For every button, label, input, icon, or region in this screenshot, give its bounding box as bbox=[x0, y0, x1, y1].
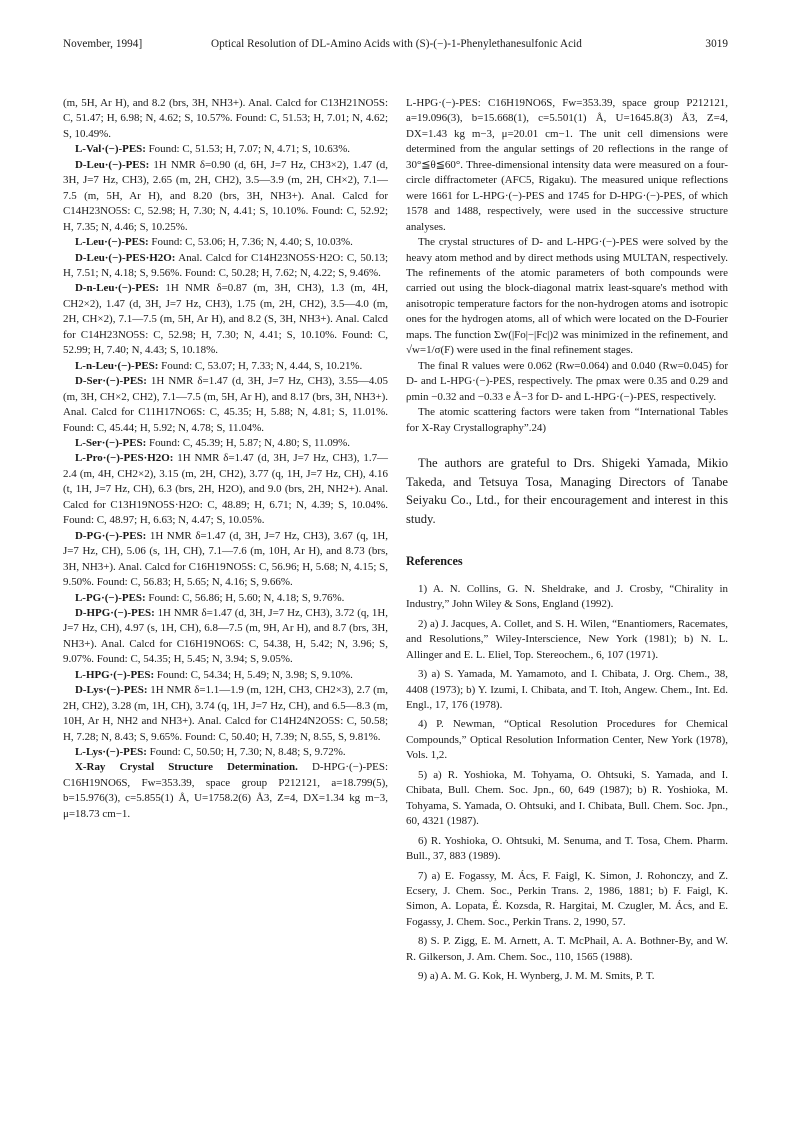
compound-entry bbox=[63, 591, 388, 606]
crystal-data-paragraph: L-HPG·(−)-PES: C16H19NO6S, Fw=353.39, space group P212121, a=19.096(3), b=15.668(1), c=5.501(1) Å, U=1645.8(3) Å3, Z=4, DX=1.43 kg m−3, μ=20.01 cm−1. The unit cell dimensions were determined from the angular settings of 20 reflections in the range of 30°≦θ≦60°. Three-dimensional intensity data were measured on a four-circle diffractometer (AFC5, Rigaku). The measured unique reflections were 1661 for L-HPG·(−)-PES and 1745 for D-HPG·(−)-PES, of which 1578 and 1488, respectively, were used in the successive structure analyses. bbox=[406, 97, 728, 233]
structure-solution-paragraph: The crystal structures of D- and L-HPG·(−)-PES were solved by the heavy atom method and by direct methods using MULTAN, respectively. The refinements of the atomic parameters of both compounds were carried out using the block-diagonal matrix least-square's method with anisotropic temperature factors for the non-hydrogen atoms and isotropic ones for the hydrogen atoms, all of which were located on the D-Fourier maps. The function Σw(|Fo|−|Fc|)2 was minimized in the refinement, and √w=1/σ(F) were used in the final refinement stages. bbox=[406, 236, 728, 357]
compound-name: L-HPG·(−)-PES: bbox=[75, 668, 155, 681]
compound-entry bbox=[63, 745, 388, 760]
right-column bbox=[406, 96, 728, 989]
acknowledgement: The authors are grateful to Drs. Shigeki Yamada, Mikio Takeda, and Tetsuya Tosa, Managing Directors of Tanabe Seiyaku Co., Ltd., for their encouragement and interest in this study. bbox=[406, 455, 728, 526]
compound-data: Found: C, 45.39; H, 5.87; N, 4.80; S, 11.09%. bbox=[146, 436, 351, 449]
compound-data: 1H NMR δ=0.90 (d, 6H, J=7 Hz, CH3×2), 1.47 (d, 3H, J=7 Hz, CH3), 2.65 (m, 2H, CH2), 3.5—3.9 (m, 2H, CH×2), 7.1—7.5 (m, 5H, Ar H), and 8.20 (brs, 3H, NH3+). Anal. Calcd for C14H23NO5S: C, 52.98; H, 7.30; N, 4.41; S, 10.10%. Found: C, 52.92; H, 7.35; N, 4.46; S, 10.25%. bbox=[63, 158, 388, 233]
compound-entry bbox=[63, 251, 388, 282]
compound-data: 1H NMR δ=1.47 (d, 3H, J=7 Hz, CH3), 3.72 (q, 1H, J=7 Hz, CH), 4.97 (s, 1H, CH), 6.8—7.5 (m, 9H, Ar H), and 8.7 (brs, 3H, NH3+). Anal. Calcd for C16H19NO6S: C, 54.38, H, 5.42; N, 3.96; S, 9.07%. Found: C, 54.35; H, 5.45; N, 3.94; S, 9.05%. bbox=[63, 606, 388, 666]
compound-entry bbox=[63, 760, 388, 822]
compound-data: Found: C, 54.34; H, 5.49; N, 3.98; S, 9.10%. bbox=[154, 668, 353, 681]
compound-data: Found: C, 51.53; H, 7.07; N, 4.71; S, 10.63%. bbox=[145, 143, 351, 156]
reference-item: 2) a) J. Jacques, A. Collet, and S. H. Wilen, “Enantiomers, Racemates, and Resolutions,” Wiley-Interscience, New York (1981); b) N. L. Allinger and E. L. Eliel, Top. Stereochem., 6, 107 (1971). bbox=[406, 617, 728, 661]
compound-name: L-Pro·(−)-PES·H2O: bbox=[75, 452, 174, 465]
reference-item: 7) a) E. Fogassy, M. Ács, F. Faigl, K. Simon, J. Rohonczy, and Z. Ecsery, J. Chem. Soc., Perkin Trans. 2, 1986, 1881; b) F. Faigl, K. Simon, A. Lopata, É. Kozsda, R. Hargitai, M. Czugler, M. Ács, and E. Fogassy, J. Chem. Soc., Perkin Trans. 2, 1990, 57. bbox=[406, 869, 728, 928]
compound-entry bbox=[63, 142, 388, 157]
intro-paragraph: (m, 5H, Ar H), and 8.2 (brs, 3H, NH3+). Anal. Calcd for C13H21NO5S: C, 51.47; H, 6.98; N, 4.62; S, 10.57%. Found: C, 51.53; H, 7.01; N, 4.62; S, 10.49%. bbox=[63, 97, 388, 140]
compound-entry bbox=[63, 529, 388, 591]
r-values-paragraph: The final R values were 0.062 (Rw=0.064) and 0.040 (Rw=0.045) for D- and L-HPG·(−)-PES, respectively. The ρmax were 0.35 and 0.29 and ρmin −0.32 and −0.33 e Å−3 for D- and L-HPG·(−)-PES, respectively. bbox=[406, 359, 728, 403]
references-heading: References bbox=[406, 554, 463, 569]
issue-date: November, 1994] bbox=[63, 38, 143, 50]
reference-item: 6) R. Yoshioka, O. Ohtsuki, M. Senuma, and T. Tosa, Chem. Pharm. Bull., 37, 883 (1989). bbox=[406, 834, 728, 863]
compound-name: L-Val·(−)-PES: bbox=[75, 143, 146, 156]
compound-data: Found: C, 50.50; H, 7.30; N, 8.48; S, 9.72%. bbox=[146, 746, 346, 759]
compound-data: D-HPG·(−)-PES: C16H19NO6S, Fw=353.39, space group P212121, a=18.799(5), b=15.976(3), c=5.855(1) Å, U=1758.2(6) Å3, Z=4, DX=1.34 kg m−3, μ=18.73 cm−1. bbox=[63, 761, 388, 820]
compound-name: L-Lys·(−)-PES: bbox=[75, 746, 147, 759]
compound-name: D-PG·(−)-PES: bbox=[75, 529, 147, 542]
running-title: Optical Resolution of DL-Amino Acids with (S)-(−)-1-Phenylethanesulfonic Acid bbox=[211, 38, 582, 50]
compound-name: L-PG·(−)-PES: bbox=[75, 591, 146, 604]
compound-data: Found: C, 53.06; H, 7.36; N, 4.40; S, 10.03%. bbox=[148, 236, 353, 249]
references-list bbox=[406, 582, 728, 985]
compound-data: 1H NMR δ=1.1—1.9 (m, 12H, CH3, CH2×3), 2.7 (m, 2H, CH2), 3.28 (m, 1H, CH), 3.74 (q, 1H, J=7 Hz, CH), and 6.5—8.3 (m, 10H, Ar H, NH2 and NH3+). Anal. Calcd for C14H24N2O5S: C, 50.58; H, 7.28; N, 8.43; S, 9.65%. Found: C, 50.40; H, 7.39; N, 8.55, S, 9.81%. bbox=[63, 684, 388, 743]
compound-entry bbox=[63, 436, 388, 451]
compound-name: D-Lys·(−)-PES: bbox=[75, 684, 148, 697]
reference-item: 5) a) R. Yoshioka, M. Tohyama, O. Ohtsuki, S. Yamada, and I. Chibata, Bull. Chem. Soc. Jpn., 60, 649 (1987); b) R. Yoshioka, M. Tohyama, S. Yamada, O. Ohtsuki, and I. Chibata, Bull. Chem. Soc. Jpn., 60, 4321 (1987). bbox=[406, 768, 728, 828]
compound-entry bbox=[63, 235, 388, 250]
compound-data: 1H NMR δ=0.87 (m, 3H, CH3), 1.3 (m, 4H, CH2×2), 1.47 (d, 3H, J=7 Hz, CH3), 1.75 (m, 2H, CH2), 3.5—4.0 (m, 2H, CH×2), 7.1—7.5 (m, 5H, Ar H), and 8.2 (S, 3H, NH3+). Anal. Calcd for C14H23NO5S: C, 52.98; H, 7.30; N, 4.41; S, 10.10%. Found: C, 52.99; H, 7.40; N, 4.43; S, 10.18%. bbox=[63, 282, 388, 357]
page-number: 3019 bbox=[705, 38, 728, 50]
compound-entry bbox=[63, 281, 388, 358]
compound-name: D-Leu·(−)-PES: bbox=[75, 158, 150, 171]
compound-name: D-Ser·(−)-PES: bbox=[75, 375, 147, 388]
compound-data: Anal. Calcd for C14H23NO5S·H2O: C, 50.13; H, 7.51; N, 4.18; S, 9.56%. Found: C, 50.28; H, 7.62; N, 4.22; S, 9.46%. bbox=[63, 251, 388, 279]
compound-data: 1H NMR δ=1.47 (d, 3H, J=7 Hz, CH3), 3.55—4.05 (m, 3H, CH×2, CH2), 7.1—7.5 (m, 5H, Ar H), and 8.17 (brs, 3H, NH3+). Anal. Calcd for C11H17NO6S: C, 45.35; H, 5.88; N, 4.81; S, 11.01%. Found: C, 45.44; H, 5.92; N, 4.78; S, 11.04%. bbox=[63, 375, 388, 434]
compound-entry bbox=[63, 158, 388, 235]
compound-entry bbox=[63, 668, 388, 683]
compound-data: 1H NMR δ=1.47 (d, 3H, J=7 Hz, CH3), 1.7—2.4 (m, 4H, CH2×2), 3.15 (m, 2H, CH2), 3.77 (q, 1H, J=7 Hz, CH), 4.16 (t, 1H, J=7 Hz, CH), 6.3 (brs, 2H, H2O), and 9.0 (brs, 2H, NH2+). Anal. Calcd for C13H19NO5S·H2O: C, 48.89; H, 6.71; N, 4.39; S, 10.04%. Found: C, 48.97; H, 6.63; N, 4.47; S, 10.05%. bbox=[63, 452, 388, 527]
compound-data: 1H NMR δ=1.47 (d, 3H, J=7 Hz, CH3), 3.67 (q, 1H, J=7 Hz, CH), 5.06 (s, 1H, CH), 7.1—7.6 (m, 10H, Ar H), and 8.73 (brs, 3H, NH3+). Anal. Calcd for C16H19NO5S: C, 56.96; H, 5.68; N, 4.15; S, 9.50%. Found: C, 56.83; H, 5.65; N, 4.16; S, 9.66%. bbox=[63, 529, 388, 589]
reference-item: 3) a) S. Yamada, M. Yamamoto, and I. Chibata, J. Org. Chem., 38, 4408 (1973); b) Y. Izumi, I. Chibata, and T. Itoh, Angew. Chem., Int. Ed. Engl., 17, 176 (1978). bbox=[406, 668, 728, 711]
compound-name: L-Leu·(−)-PES: bbox=[75, 236, 149, 249]
compound-data: Found: C, 56.86; H, 5.60; N, 4.18; S, 9.76%. bbox=[145, 591, 345, 604]
compound-entry bbox=[63, 374, 388, 436]
compound-entries bbox=[63, 142, 388, 822]
compound-name: D-Leu·(−)-PES·H2O: bbox=[75, 251, 176, 264]
scattering-factors-paragraph: The atomic scattering factors were taken from “International Tables for X-Ray Crystallography”.24) bbox=[406, 406, 728, 434]
compound-entry bbox=[63, 683, 388, 745]
left-column bbox=[63, 96, 388, 822]
reference-item: 9) a) A. M. G. Kok, H. Wynberg, J. M. M. Smits, P. T. bbox=[418, 970, 655, 983]
compound-entry bbox=[63, 359, 388, 374]
compound-name: D-HPG·(−)-PES: bbox=[75, 606, 155, 619]
reference-item: 1) A. N. Collins, G. N. Sheldrake, and J. Crosby, “Chirality in Industry,” John Wiley & Sons, England (1992). bbox=[406, 582, 728, 611]
compound-name: L-n-Leu·(−)-PES: bbox=[75, 359, 159, 372]
compound-entry bbox=[63, 606, 388, 668]
compound-data: Found: C, 53.07; H, 7.33; N, 4.44, S, 10.21%. bbox=[158, 359, 363, 372]
compound-name: D-n-Leu·(−)-PES: bbox=[75, 282, 160, 295]
reference-item: 4) P. Newman, “Optical Resolution Procedures for Chemical Compounds,” Optical Resolution Information Center, New York (1978), Vols. 1,2. bbox=[406, 718, 728, 762]
compound-entry bbox=[63, 451, 388, 528]
compound-name: X-Ray Crystal Structure Determination. bbox=[75, 761, 298, 774]
compound-name: L-Ser·(−)-PES: bbox=[75, 436, 147, 449]
reference-item: 8) S. P. Zigg, E. M. Arnett, A. T. McPhail, A. A. Bothner-By, and W. R. Gilkerson, J. Am. Chem. Soc., 110, 1565 (1988). bbox=[406, 935, 728, 963]
